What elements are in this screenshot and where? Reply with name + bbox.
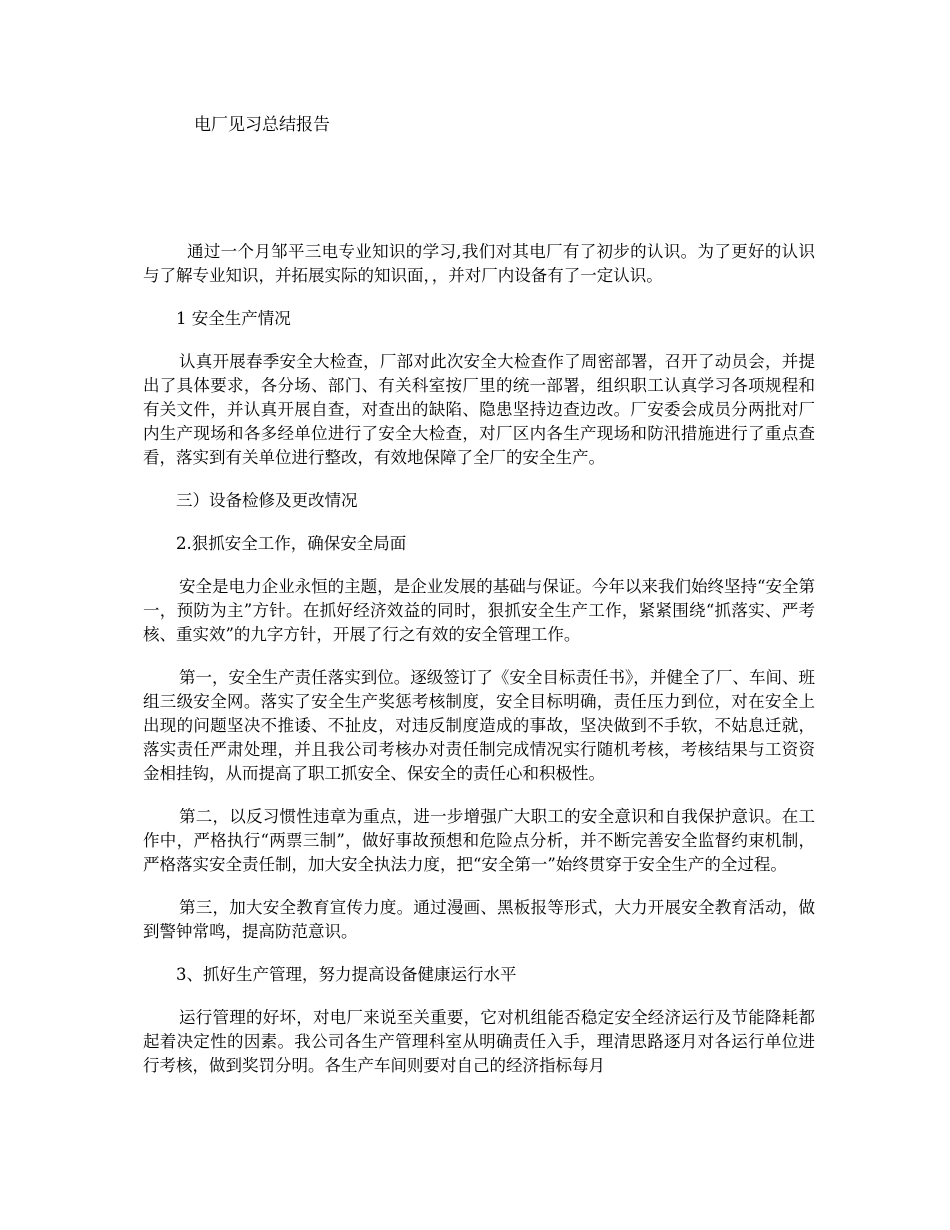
paragraph-spring-inspection: 认真开展春季安全大检查，厂部对此次安全大检查作了周密部署，召开了动员会，并提出了具体要求，各分场、部门、有关科室按厂里的统一部署，组织职工认真学习各项规程和有关文件，并认真开展自查，对查出的缺陷、隐患坚持边查边改。厂安委会成员分两批对厂内生产现场和各多经单位进行了安全大检查，对厂区内各生产现场和防汛措施进行了重点查看，落实到有关单位进行整改，有效地保障了全厂的安全生产。	[143, 352, 815, 467]
paragraph-safety-theme: 安全是电力企业永恒的主题，是企业发展的基础与保证。今年以来我们始终坚持“安全第一，预防为主”方针。在抓好经济效益的同时，狠抓安全生产工作，紧紧围绕“抓落实、严考核、重实效”的九字方针，开展了行之有效的安全管理工作。	[143, 577, 815, 644]
paragraph-operation-management: 运行管理的好坏，对电厂来说至关重要，它对机组能否稳定安全经济运行及节能降耗都起着决定性的因素。我公司各生产管理科室从明确责任入手，理清思路逐月对各运行单位进行考核，做到奖罚分明。各生产车间则要对自己的经济指标每月	[143, 1008, 815, 1075]
intro-paragraph: 通过一个月邹平三电专业知识的学习,我们对其电厂有了初步的认识。为了更好的认识与了解专业知识，并拓展实际的知识面，，并对厂内设备有了一定认识。	[143, 242, 815, 285]
section-heading-safety-work: 2.狠抓安全工作，确保安全局面	[176, 534, 407, 553]
paragraph-responsibility: 第一，安全生产责任落实到位。逐级签订了《安全目标责任书》，并健全了厂、车间、班组三级安全网。落实了安全生产奖惩考核制度，安全目标明确，责任压力到位，对在安全上出现的问题坚决不推诿、不扯皮，对违反制度造成的事故，坚决做到不手软，不姑息迁就，落实责任严肃处理，并且我公司考核办对责任制完成情况实行随机考核，考核结果与工资资金相挂钩，从而提高了职工抓安全、保安全的责任心和积极性。	[143, 668, 815, 783]
document-body	[143, 240, 815, 1097]
paragraph-safety-education: 第三，加大安全教育宣传力度。通过漫画、黑板报等形式，大力开展安全教育活动，做到警钟常鸣，提高防范意识。	[143, 898, 815, 941]
section-heading-equipment-maintenance: 三）设备检修及更改情况	[176, 491, 358, 510]
document-title: 电厂见习总结报告	[194, 115, 330, 135]
section-heading-safety-status: 1 安全生产情况	[176, 309, 291, 328]
section-heading-production-management: 3、抓好生产管理，努力提高设备健康运行水平	[176, 965, 517, 984]
paragraph-anti-violation: 第二，以反习惯性违章为重点，进一步增强广大职工的安全意识和自我保护意识。在工作中，严格执行“两票三制”，做好事故预想和危险点分析，并不断完善安全监督约束机制，严格落实安全责任制，加大安全执法力度，把“安全第一”始终贯穿于安全生产的全过程。	[143, 807, 815, 874]
